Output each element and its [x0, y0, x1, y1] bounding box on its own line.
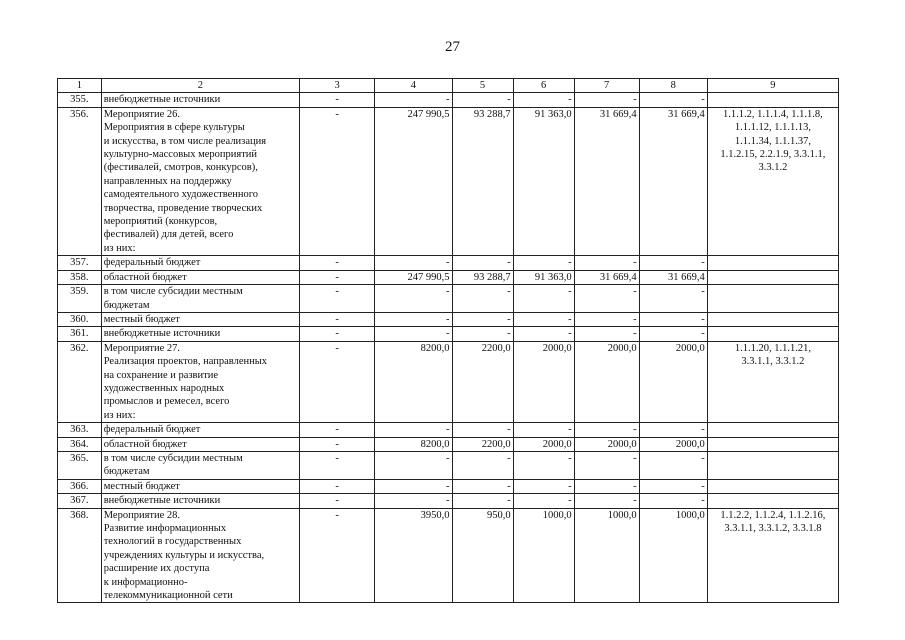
- col-4-cell: -: [375, 312, 452, 326]
- col-3-cell: -: [300, 270, 375, 284]
- col-8-cell: 31 669,4: [639, 107, 707, 255]
- col-6-cell: -: [513, 423, 574, 437]
- col-5-cell: 93 288,7: [452, 107, 513, 255]
- page-number: 27: [445, 39, 460, 55]
- col-6-cell: 91 363,0: [513, 270, 574, 284]
- header-cell: 8: [639, 79, 707, 93]
- item-name-cell: Мероприятие 27. Реализация проектов, направленных на сохранение и развитие художественных народных промыслов и ремесел, всего из них:: [101, 341, 299, 422]
- col-8-cell: -: [639, 93, 707, 107]
- table-row: [58, 437, 839, 451]
- col-9-cell: [707, 437, 838, 451]
- col-9-cell: [707, 256, 838, 270]
- col-5-cell: -: [452, 479, 513, 493]
- row-number-cell: 360.: [58, 312, 102, 326]
- item-name-cell: федеральный бюджет: [101, 423, 299, 437]
- col-4-cell: -: [375, 494, 452, 508]
- row-number-cell: 363.: [58, 423, 102, 437]
- col-3-cell: -: [300, 423, 375, 437]
- table-row: [58, 312, 839, 326]
- col-7-cell: -: [574, 423, 639, 437]
- col-5-cell: 950,0: [452, 508, 513, 603]
- col-8-cell: -: [639, 451, 707, 479]
- item-name-cell: областной бюджет: [101, 437, 299, 451]
- col-6-cell: -: [513, 93, 574, 107]
- table-row: [58, 327, 839, 341]
- item-name-cell: внебюджетные источники: [101, 93, 299, 107]
- col-5-cell: 2200,0: [452, 341, 513, 422]
- item-name-cell: местный бюджет: [101, 312, 299, 326]
- item-name-cell: областной бюджет: [101, 270, 299, 284]
- col-4-cell: 8200,0: [375, 437, 452, 451]
- col-3-cell: -: [300, 479, 375, 493]
- col-7-cell: -: [574, 93, 639, 107]
- col-7-cell: -: [574, 479, 639, 493]
- col-6-cell: -: [513, 327, 574, 341]
- row-number-cell: 356.: [58, 107, 102, 255]
- col-9-cell: [707, 270, 838, 284]
- row-number-cell: 355.: [58, 93, 102, 107]
- table-row: [58, 341, 839, 422]
- row-number-cell: 357.: [58, 256, 102, 270]
- col-8-cell: -: [639, 327, 707, 341]
- col-6-cell: -: [513, 256, 574, 270]
- col-3-cell: -: [300, 327, 375, 341]
- col-4-cell: 247 990,5: [375, 270, 452, 284]
- item-name-cell: внебюджетные источники: [101, 494, 299, 508]
- row-number-cell: 368.: [58, 508, 102, 603]
- row-number-cell: 366.: [58, 479, 102, 493]
- col-5-cell: -: [452, 256, 513, 270]
- row-number-cell: 364.: [58, 437, 102, 451]
- col-4-cell: -: [375, 451, 452, 479]
- col-6-cell: -: [513, 285, 574, 313]
- item-name-cell: в том числе субсидии местным бюджетам: [101, 285, 299, 313]
- col-4-cell: -: [375, 479, 452, 493]
- col-6-cell: 2000,0: [513, 437, 574, 451]
- col-5-cell: -: [452, 285, 513, 313]
- col-7-cell: -: [574, 494, 639, 508]
- table-row: [58, 494, 839, 508]
- col-7-cell: -: [574, 327, 639, 341]
- col-3-cell: -: [300, 437, 375, 451]
- col-9-cell: [707, 285, 838, 313]
- col-6-cell: 2000,0: [513, 341, 574, 422]
- col-9-cell: [707, 479, 838, 493]
- col-8-cell: -: [639, 285, 707, 313]
- col-6-cell: -: [513, 451, 574, 479]
- header-cell: 2: [101, 79, 299, 93]
- col-4-cell: 3950,0: [375, 508, 452, 603]
- row-number-cell: 361.: [58, 327, 102, 341]
- item-name-cell: Мероприятие 28. Развитие информационных технологий в государственных учреждениях культуры и искусства, расширение их доступа к информационно- телекоммуникационной сети: [101, 508, 299, 603]
- table-row: [58, 423, 839, 437]
- col-9-cell: [707, 93, 838, 107]
- col-9-cell: 1.1.1.2, 1.1.1.4, 1.1.1.8, 1.1.1.12, 1.1.1.13, 1.1.1.34, 1.1.1.37, 1.1.2.15, 2.2.1.9, 3.3.1.1, 3.3.1.2: [707, 107, 838, 255]
- col-6-cell: -: [513, 479, 574, 493]
- col-9-cell: [707, 327, 838, 341]
- row-number-cell: 362.: [58, 341, 102, 422]
- col-9-cell: [707, 423, 838, 437]
- col-6-cell: -: [513, 494, 574, 508]
- col-7-cell: 1000,0: [574, 508, 639, 603]
- col-5-cell: -: [452, 93, 513, 107]
- col-8-cell: 2000,0: [639, 437, 707, 451]
- col-9-cell: [707, 451, 838, 479]
- col-3-cell: -: [300, 93, 375, 107]
- header-cell: 1: [58, 79, 102, 93]
- col-8-cell: -: [639, 494, 707, 508]
- col-7-cell: 31 669,4: [574, 107, 639, 255]
- col-8-cell: -: [639, 312, 707, 326]
- col-4-cell: -: [375, 256, 452, 270]
- row-number-cell: 367.: [58, 494, 102, 508]
- col-6-cell: 91 363,0: [513, 107, 574, 255]
- table-header-row: [58, 79, 839, 93]
- table-row: [58, 508, 839, 603]
- col-5-cell: -: [452, 451, 513, 479]
- table-row: [58, 479, 839, 493]
- header-cell: 6: [513, 79, 574, 93]
- col-3-cell: -: [300, 107, 375, 255]
- table-row: [58, 270, 839, 284]
- row-number-cell: 365.: [58, 451, 102, 479]
- col-4-cell: 247 990,5: [375, 107, 452, 255]
- col-6-cell: 1000,0: [513, 508, 574, 603]
- table-row: [58, 285, 839, 313]
- col-4-cell: -: [375, 423, 452, 437]
- col-5-cell: -: [452, 494, 513, 508]
- col-7-cell: 2000,0: [574, 341, 639, 422]
- col-9-cell: 1.1.2.2, 1.1.2.4, 1.1.2.16, 3.3.1.1, 3.3.1.2, 3.3.1.8: [707, 508, 838, 603]
- item-name-cell: федеральный бюджет: [101, 256, 299, 270]
- col-7-cell: 2000,0: [574, 437, 639, 451]
- header-cell: 7: [574, 79, 639, 93]
- table-row: [58, 107, 839, 255]
- col-7-cell: 31 669,4: [574, 270, 639, 284]
- col-5-cell: -: [452, 327, 513, 341]
- row-number-cell: 358.: [58, 270, 102, 284]
- col-6-cell: -: [513, 312, 574, 326]
- col-5-cell: -: [452, 312, 513, 326]
- col-3-cell: -: [300, 341, 375, 422]
- col-7-cell: -: [574, 256, 639, 270]
- col-3-cell: -: [300, 494, 375, 508]
- row-number-cell: 359.: [58, 285, 102, 313]
- col-8-cell: -: [639, 256, 707, 270]
- header-cell: 3: [300, 79, 375, 93]
- col-4-cell: -: [375, 93, 452, 107]
- item-name-cell: местный бюджет: [101, 479, 299, 493]
- col-9-cell: [707, 312, 838, 326]
- table-row: [58, 256, 839, 270]
- col-5-cell: 2200,0: [452, 437, 513, 451]
- col-5-cell: -: [452, 423, 513, 437]
- col-9-cell: 1.1.1.20, 1.1.1.21, 3.3.1.1, 3.3.1.2: [707, 341, 838, 422]
- col-8-cell: 2000,0: [639, 341, 707, 422]
- col-7-cell: -: [574, 451, 639, 479]
- table-row: [58, 93, 839, 107]
- header-cell: 5: [452, 79, 513, 93]
- col-7-cell: -: [574, 312, 639, 326]
- col-8-cell: 31 669,4: [639, 270, 707, 284]
- col-4-cell: -: [375, 327, 452, 341]
- header-cell: 9: [707, 79, 838, 93]
- col-9-cell: [707, 494, 838, 508]
- item-name-cell: Мероприятие 26. Мероприятия в сфере культуры и искусства, в том числе реализация культурно-массовых мероприятий (фестивалей, смотров, конкурсов), направленных на поддержку самодеятельного художественного творчества, проведение творческих мероприятий (конкурсов, фестивалей) для детей, всего из них:: [101, 107, 299, 255]
- item-name-cell: в том числе субсидии местным бюджетам: [101, 451, 299, 479]
- col-3-cell: -: [300, 312, 375, 326]
- col-8-cell: 1000,0: [639, 508, 707, 603]
- col-4-cell: -: [375, 285, 452, 313]
- col-3-cell: -: [300, 451, 375, 479]
- budget-table: [57, 78, 839, 603]
- col-5-cell: 93 288,7: [452, 270, 513, 284]
- table-row: [58, 451, 839, 479]
- header-cell: 4: [375, 79, 452, 93]
- col-7-cell: -: [574, 285, 639, 313]
- col-8-cell: -: [639, 423, 707, 437]
- col-4-cell: 8200,0: [375, 341, 452, 422]
- col-3-cell: -: [300, 508, 375, 603]
- item-name-cell: внебюджетные источники: [101, 327, 299, 341]
- col-8-cell: -: [639, 479, 707, 493]
- col-3-cell: -: [300, 285, 375, 313]
- col-3-cell: -: [300, 256, 375, 270]
